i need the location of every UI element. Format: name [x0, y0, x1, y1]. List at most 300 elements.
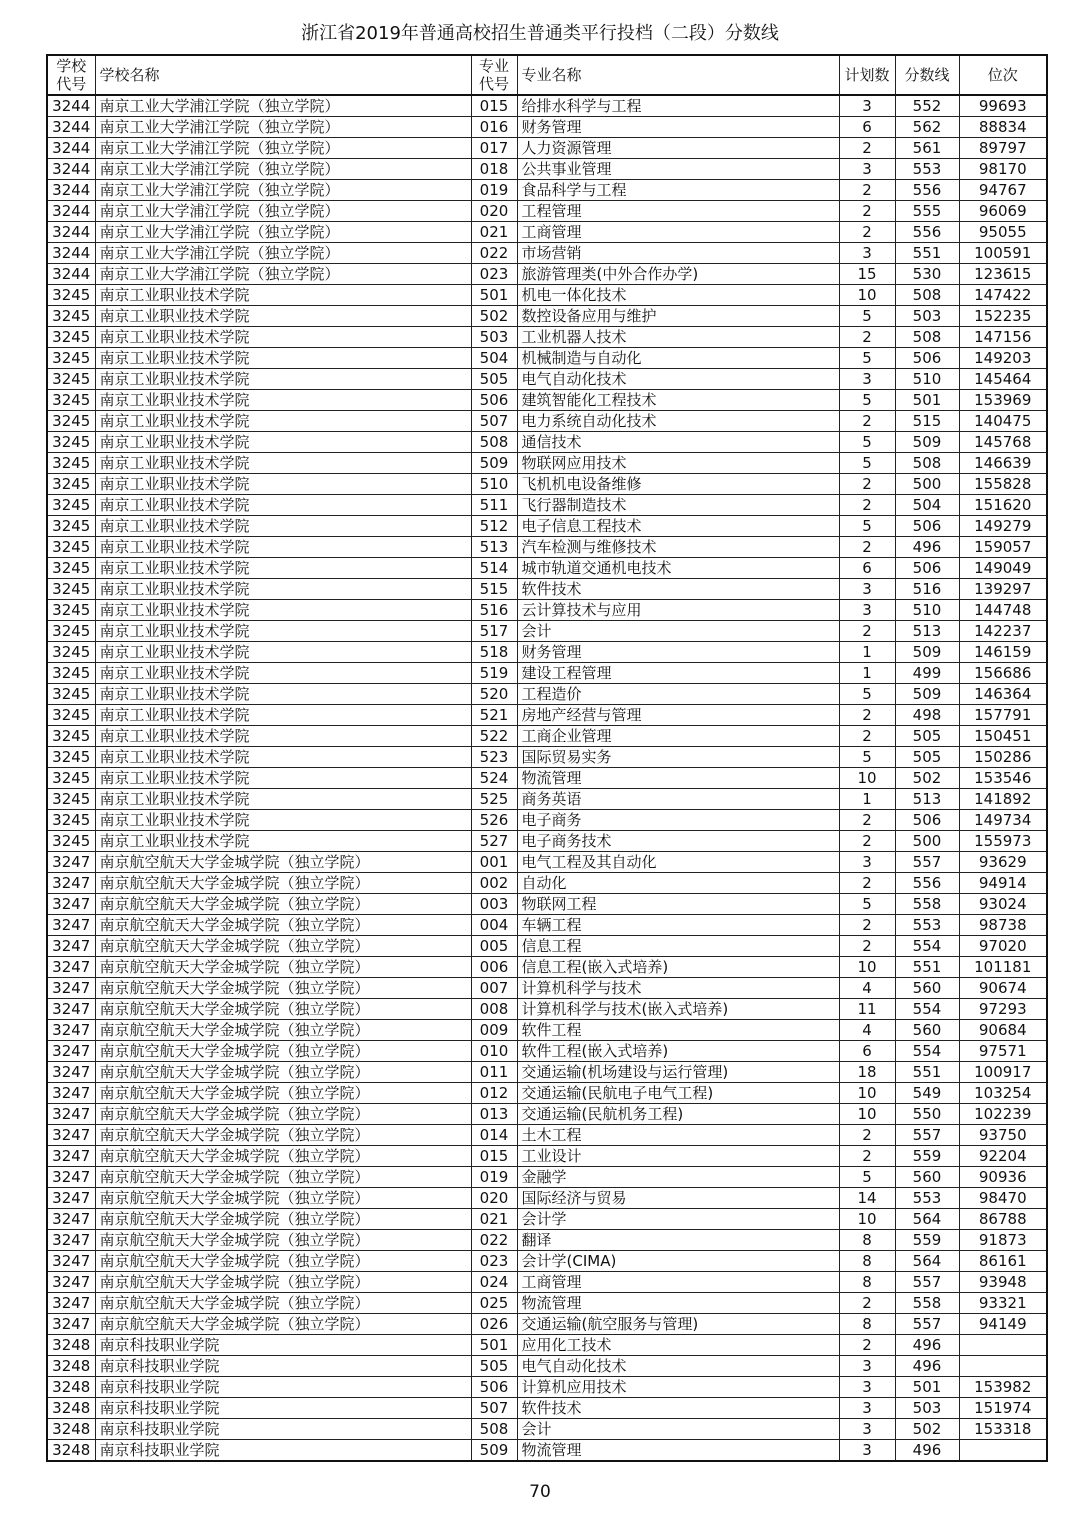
school-name-cell: 南京航空航天大学金城学院（独立学院）: [95, 873, 471, 894]
score-cell: 500: [895, 474, 959, 495]
score-cell: 562: [895, 117, 959, 138]
table-row: [47, 1335, 1047, 1356]
table-row: [47, 201, 1047, 222]
plan-cell: 5: [839, 516, 895, 537]
major-code-cell: 008: [471, 999, 517, 1020]
major-code-cell: 012: [471, 1083, 517, 1104]
rank-cell: 146639: [959, 453, 1047, 474]
major-name-cell: 机械制造与自动化: [517, 348, 839, 369]
school-name-cell: 南京航空航天大学金城学院（独立学院）: [95, 1167, 471, 1188]
school-name-cell: 南京工业职业技术学院: [95, 768, 471, 789]
major-name-cell: 软件技术: [517, 579, 839, 600]
score-cell: 564: [895, 1209, 959, 1230]
rank-cell: 98738: [959, 915, 1047, 936]
major-name-cell: 交通运输(民航电子电气工程): [517, 1083, 839, 1104]
plan-cell: 2: [839, 1146, 895, 1167]
plan-cell: 3: [839, 1356, 895, 1377]
school-code-cell: 3247: [47, 1083, 95, 1104]
rank-cell: 144748: [959, 600, 1047, 621]
major-name-cell: 软件技术: [517, 1398, 839, 1419]
score-cell: 496: [895, 1356, 959, 1377]
school-code-cell: 3247: [47, 1272, 95, 1293]
table-row: [47, 768, 1047, 789]
major-name-cell: 翻译: [517, 1230, 839, 1251]
plan-cell: 3: [839, 579, 895, 600]
school-name-cell: 南京工业大学浦江学院（独立学院）: [95, 159, 471, 180]
plan-cell: 8: [839, 1251, 895, 1272]
school-code-cell: 3248: [47, 1356, 95, 1377]
school-code-cell: 3245: [47, 432, 95, 453]
score-cell: 560: [895, 1167, 959, 1188]
score-cell: 553: [895, 1188, 959, 1209]
major-code-cell: 509: [471, 453, 517, 474]
school-name-cell: 南京工业职业技术学院: [95, 348, 471, 369]
major-code-cell: 527: [471, 831, 517, 852]
school-name-cell: 南京航空航天大学金城学院（独立学院）: [95, 1272, 471, 1293]
school-name-cell: 南京工业职业技术学院: [95, 369, 471, 390]
score-cell: 559: [895, 1230, 959, 1251]
score-cell: 502: [895, 1419, 959, 1440]
major-name-cell: 财务管理: [517, 642, 839, 663]
rank-cell: 98170: [959, 159, 1047, 180]
score-cell: 551: [895, 1062, 959, 1083]
table-row: [47, 474, 1047, 495]
table-body: [47, 95, 1047, 1461]
rank-cell: 97293: [959, 999, 1047, 1020]
table-row: [47, 138, 1047, 159]
school-name-cell: 南京航空航天大学金城学院（独立学院）: [95, 852, 471, 873]
table-row: [47, 537, 1047, 558]
major-code-cell: 508: [471, 432, 517, 453]
plan-cell: 8: [839, 1230, 895, 1251]
score-cell: 558: [895, 894, 959, 915]
major-name-cell: 云计算技术与应用: [517, 600, 839, 621]
table-row: [47, 1398, 1047, 1419]
plan-cell: 2: [839, 180, 895, 201]
score-cell: 506: [895, 348, 959, 369]
rank-cell: 149049: [959, 558, 1047, 579]
header-rank: 位次: [959, 55, 1047, 95]
school-name-cell: 南京航空航天大学金城学院（独立学院）: [95, 1020, 471, 1041]
major-name-cell: 汽车检测与维修技术: [517, 537, 839, 558]
major-code-cell: 522: [471, 726, 517, 747]
major-code-cell: 506: [471, 1377, 517, 1398]
score-cell: 509: [895, 684, 959, 705]
rank-cell: 93948: [959, 1272, 1047, 1293]
table-header-row: [47, 55, 1047, 95]
rank-cell: 153546: [959, 768, 1047, 789]
score-cell: 561: [895, 138, 959, 159]
major-name-cell: 工业机器人技术: [517, 327, 839, 348]
school-code-cell: 3245: [47, 390, 95, 411]
plan-cell: 5: [839, 390, 895, 411]
major-code-cell: 020: [471, 201, 517, 222]
school-name-cell: 南京工业大学浦江学院（独立学院）: [95, 243, 471, 264]
school-name-cell: 南京工业职业技术学院: [95, 726, 471, 747]
table-row: [47, 348, 1047, 369]
score-cell: 513: [895, 789, 959, 810]
rank-cell: 86161: [959, 1251, 1047, 1272]
major-code-cell: 512: [471, 516, 517, 537]
score-cell: 551: [895, 243, 959, 264]
rank-cell: 88834: [959, 117, 1047, 138]
major-code-cell: 507: [471, 411, 517, 432]
table-row: [47, 369, 1047, 390]
table-row: [47, 705, 1047, 726]
major-name-cell: 计算机科学与技术: [517, 978, 839, 999]
school-name-cell: 南京工业职业技术学院: [95, 306, 471, 327]
plan-cell: 5: [839, 453, 895, 474]
table-row: [47, 1167, 1047, 1188]
plan-cell: 2: [839, 138, 895, 159]
score-table: [46, 54, 1048, 1462]
rank-cell: 94767: [959, 180, 1047, 201]
table-row: [47, 621, 1047, 642]
school-code-cell: 3247: [47, 1209, 95, 1230]
major-name-cell: 会计: [517, 621, 839, 642]
school-code-cell: 3247: [47, 1146, 95, 1167]
school-code-cell: 3245: [47, 411, 95, 432]
major-code-cell: 002: [471, 873, 517, 894]
major-code-cell: 019: [471, 1167, 517, 1188]
school-name-cell: 南京航空航天大学金城学院（独立学院）: [95, 894, 471, 915]
score-cell: 556: [895, 222, 959, 243]
school-code-cell: 3244: [47, 95, 95, 117]
major-code-cell: 524: [471, 768, 517, 789]
plan-cell: 10: [839, 1209, 895, 1230]
major-code-cell: 507: [471, 1398, 517, 1419]
major-name-cell: 金融学: [517, 1167, 839, 1188]
major-code-cell: 502: [471, 306, 517, 327]
major-code-cell: 017: [471, 138, 517, 159]
school-code-cell: 3245: [47, 747, 95, 768]
school-name-cell: 南京工业职业技术学院: [95, 285, 471, 306]
school-name-cell: 南京工业职业技术学院: [95, 621, 471, 642]
school-code-cell: 3245: [47, 705, 95, 726]
plan-cell: 3: [839, 369, 895, 390]
school-code-cell: 3247: [47, 1293, 95, 1314]
major-name-cell: 公共事业管理: [517, 159, 839, 180]
major-code-cell: 015: [471, 95, 517, 117]
major-code-cell: 513: [471, 537, 517, 558]
table-row: [47, 789, 1047, 810]
school-code-cell: 3245: [47, 642, 95, 663]
school-code-cell: 3248: [47, 1398, 95, 1419]
school-name-cell: 南京工业大学浦江学院（独立学院）: [95, 180, 471, 201]
school-code-cell: 3248: [47, 1335, 95, 1356]
school-name-cell: 南京航空航天大学金城学院（独立学院）: [95, 1293, 471, 1314]
rank-cell: [959, 1356, 1047, 1377]
score-cell: 510: [895, 600, 959, 621]
score-cell: 550: [895, 1104, 959, 1125]
table-row: [47, 180, 1047, 201]
table-row: [47, 390, 1047, 411]
school-name-cell: 南京航空航天大学金城学院（独立学院）: [95, 1041, 471, 1062]
school-name-cell: 南京工业职业技术学院: [95, 684, 471, 705]
school-name-cell: 南京航空航天大学金城学院（独立学院）: [95, 1125, 471, 1146]
major-name-cell: 飞机机电设备维修: [517, 474, 839, 495]
major-code-cell: 010: [471, 1041, 517, 1062]
score-cell: 508: [895, 285, 959, 306]
school-code-cell: 3247: [47, 957, 95, 978]
score-cell: 553: [895, 915, 959, 936]
major-code-cell: 026: [471, 1314, 517, 1335]
plan-cell: 6: [839, 117, 895, 138]
score-cell: 558: [895, 1293, 959, 1314]
rank-cell: 94149: [959, 1314, 1047, 1335]
score-cell: 508: [895, 327, 959, 348]
school-code-cell: 3245: [47, 285, 95, 306]
table-row: [47, 1293, 1047, 1314]
table-row: [47, 159, 1047, 180]
major-code-cell: 511: [471, 495, 517, 516]
score-cell: 555: [895, 201, 959, 222]
school-code-cell: 3247: [47, 915, 95, 936]
school-name-cell: 南京科技职业学院: [95, 1440, 471, 1462]
rank-cell: 90674: [959, 978, 1047, 999]
score-cell: 501: [895, 1377, 959, 1398]
table-row: [47, 411, 1047, 432]
plan-cell: 2: [839, 621, 895, 642]
header-school-code: 学校代号: [47, 55, 95, 95]
school-name-cell: 南京航空航天大学金城学院（独立学院）: [95, 1062, 471, 1083]
major-name-cell: 信息工程: [517, 936, 839, 957]
major-name-cell: 交通运输(航空服务与管理): [517, 1314, 839, 1335]
rank-cell: 91873: [959, 1230, 1047, 1251]
school-code-cell: 3247: [47, 1167, 95, 1188]
score-cell: 554: [895, 999, 959, 1020]
major-name-cell: 物流管理: [517, 1440, 839, 1462]
score-cell: 509: [895, 642, 959, 663]
school-code-cell: 3247: [47, 1041, 95, 1062]
rank-cell: 151620: [959, 495, 1047, 516]
plan-cell: 2: [839, 1125, 895, 1146]
rank-cell: 141892: [959, 789, 1047, 810]
score-cell: 504: [895, 495, 959, 516]
major-name-cell: 飞行器制造技术: [517, 495, 839, 516]
major-code-cell: 504: [471, 348, 517, 369]
plan-cell: 2: [839, 1335, 895, 1356]
major-name-cell: 工商管理: [517, 222, 839, 243]
school-name-cell: 南京工业大学浦江学院（独立学院）: [95, 222, 471, 243]
table-row: [47, 579, 1047, 600]
plan-cell: 15: [839, 264, 895, 285]
score-cell: 560: [895, 1020, 959, 1041]
major-code-cell: 501: [471, 1335, 517, 1356]
major-name-cell: 电力系统自动化技术: [517, 411, 839, 432]
major-name-cell: 城市轨道交通机电技术: [517, 558, 839, 579]
major-code-cell: 515: [471, 579, 517, 600]
major-name-cell: 土木工程: [517, 1125, 839, 1146]
score-cell: 502: [895, 768, 959, 789]
school-code-cell: 3248: [47, 1377, 95, 1398]
table-row: [47, 1209, 1047, 1230]
rank-cell: 140475: [959, 411, 1047, 432]
school-code-cell: 3245: [47, 537, 95, 558]
major-code-cell: 004: [471, 915, 517, 936]
plan-cell: 3: [839, 95, 895, 117]
major-name-cell: 食品科学与工程: [517, 180, 839, 201]
plan-cell: 10: [839, 957, 895, 978]
table-row: [47, 327, 1047, 348]
plan-cell: 10: [839, 285, 895, 306]
major-code-cell: 501: [471, 285, 517, 306]
rank-cell: 89797: [959, 138, 1047, 159]
school-name-cell: 南京航空航天大学金城学院（独立学院）: [95, 1083, 471, 1104]
table-row: [47, 726, 1047, 747]
major-name-cell: 建筑智能化工程技术: [517, 390, 839, 411]
major-code-cell: 517: [471, 621, 517, 642]
rank-cell: 156686: [959, 663, 1047, 684]
major-name-cell: 工商企业管理: [517, 726, 839, 747]
school-name-cell: 南京工业职业技术学院: [95, 789, 471, 810]
school-name-cell: 南京航空航天大学金城学院（独立学院）: [95, 915, 471, 936]
score-cell: 508: [895, 453, 959, 474]
school-name-cell: 南京工业职业技术学院: [95, 642, 471, 663]
score-cell: 496: [895, 1440, 959, 1462]
plan-cell: 2: [839, 810, 895, 831]
major-name-cell: 数控设备应用与维护: [517, 306, 839, 327]
table-row: [47, 306, 1047, 327]
major-code-cell: 508: [471, 1419, 517, 1440]
plan-cell: 3: [839, 852, 895, 873]
rank-cell: 153318: [959, 1419, 1047, 1440]
table-row: [47, 1104, 1047, 1125]
score-cell: 557: [895, 1314, 959, 1335]
school-code-cell: 3245: [47, 600, 95, 621]
major-name-cell: 给排水科学与工程: [517, 95, 839, 117]
table-row: [47, 936, 1047, 957]
school-code-cell: 3245: [47, 327, 95, 348]
rank-cell: 97020: [959, 936, 1047, 957]
header-school-name: 学校名称: [95, 55, 471, 95]
rank-cell: 93321: [959, 1293, 1047, 1314]
school-code-cell: 3245: [47, 810, 95, 831]
plan-cell: 1: [839, 789, 895, 810]
major-name-cell: 电气自动化技术: [517, 1356, 839, 1377]
school-code-cell: 3244: [47, 117, 95, 138]
header-major-name: 专业名称: [517, 55, 839, 95]
major-name-cell: 工业设计: [517, 1146, 839, 1167]
major-code-cell: 009: [471, 1020, 517, 1041]
major-name-cell: 通信技术: [517, 432, 839, 453]
school-code-cell: 3247: [47, 852, 95, 873]
plan-cell: 3: [839, 1419, 895, 1440]
plan-cell: 2: [839, 705, 895, 726]
major-code-cell: 018: [471, 159, 517, 180]
school-code-cell: 3245: [47, 684, 95, 705]
plan-cell: 2: [839, 831, 895, 852]
major-code-cell: 521: [471, 705, 517, 726]
school-code-cell: 3247: [47, 1104, 95, 1125]
major-name-cell: 电子商务技术: [517, 831, 839, 852]
major-name-cell: 工商管理: [517, 1272, 839, 1293]
plan-cell: 2: [839, 936, 895, 957]
table-row: [47, 1251, 1047, 1272]
major-code-cell: 006: [471, 957, 517, 978]
rank-cell: 155973: [959, 831, 1047, 852]
table-row: [47, 222, 1047, 243]
major-code-cell: 007: [471, 978, 517, 999]
rank-cell: 86788: [959, 1209, 1047, 1230]
major-name-cell: 工程造价: [517, 684, 839, 705]
major-code-cell: 021: [471, 222, 517, 243]
major-code-cell: 003: [471, 894, 517, 915]
table-row: [47, 1230, 1047, 1251]
plan-cell: 5: [839, 684, 895, 705]
school-name-cell: 南京工业职业技术学院: [95, 747, 471, 768]
plan-cell: 10: [839, 1083, 895, 1104]
rank-cell: 93629: [959, 852, 1047, 873]
school-code-cell: 3248: [47, 1440, 95, 1462]
major-code-cell: 020: [471, 1188, 517, 1209]
school-code-cell: 3247: [47, 936, 95, 957]
school-code-cell: 3245: [47, 621, 95, 642]
school-code-cell: 3244: [47, 201, 95, 222]
rank-cell: 95055: [959, 222, 1047, 243]
school-name-cell: 南京工业职业技术学院: [95, 705, 471, 726]
rank-cell: 100591: [959, 243, 1047, 264]
school-name-cell: 南京航空航天大学金城学院（独立学院）: [95, 1251, 471, 1272]
rank-cell: 149203: [959, 348, 1047, 369]
major-code-cell: 518: [471, 642, 517, 663]
score-cell: 556: [895, 873, 959, 894]
plan-cell: 4: [839, 1020, 895, 1041]
major-code-cell: 023: [471, 1251, 517, 1272]
school-code-cell: 3244: [47, 138, 95, 159]
school-name-cell: 南京航空航天大学金城学院（独立学院）: [95, 1104, 471, 1125]
rank-cell: 149279: [959, 516, 1047, 537]
table-row: [47, 600, 1047, 621]
table-row: [47, 432, 1047, 453]
rank-cell: 93024: [959, 894, 1047, 915]
score-cell: 505: [895, 726, 959, 747]
school-name-cell: 南京航空航天大学金城学院（独立学院）: [95, 1146, 471, 1167]
major-name-cell: 信息工程(嵌入式培养): [517, 957, 839, 978]
school-code-cell: 3247: [47, 999, 95, 1020]
score-cell: 509: [895, 432, 959, 453]
plan-cell: 2: [839, 201, 895, 222]
school-code-cell: 3247: [47, 873, 95, 894]
plan-cell: 2: [839, 495, 895, 516]
school-code-cell: 3245: [47, 558, 95, 579]
plan-cell: 3: [839, 243, 895, 264]
school-code-cell: 3247: [47, 1188, 95, 1209]
header-score: 分数线: [895, 55, 959, 95]
plan-cell: 2: [839, 915, 895, 936]
rank-cell: 100917: [959, 1062, 1047, 1083]
major-name-cell: 国际经济与贸易: [517, 1188, 839, 1209]
major-name-cell: 自动化: [517, 873, 839, 894]
table-row: [47, 999, 1047, 1020]
school-name-cell: 南京工业职业技术学院: [95, 390, 471, 411]
plan-cell: 2: [839, 873, 895, 894]
rank-cell: 146159: [959, 642, 1047, 663]
plan-cell: 10: [839, 1104, 895, 1125]
school-code-cell: 3244: [47, 264, 95, 285]
major-code-cell: 509: [471, 1440, 517, 1462]
school-name-cell: 南京科技职业学院: [95, 1356, 471, 1377]
rank-cell: [959, 1440, 1047, 1462]
major-name-cell: 会计: [517, 1419, 839, 1440]
rank-cell: 103254: [959, 1083, 1047, 1104]
school-name-cell: 南京工业职业技术学院: [95, 810, 471, 831]
major-name-cell: 建设工程管理: [517, 663, 839, 684]
major-code-cell: 526: [471, 810, 517, 831]
major-code-cell: 014: [471, 1125, 517, 1146]
table-row: [47, 285, 1047, 306]
rank-cell: 98470: [959, 1188, 1047, 1209]
